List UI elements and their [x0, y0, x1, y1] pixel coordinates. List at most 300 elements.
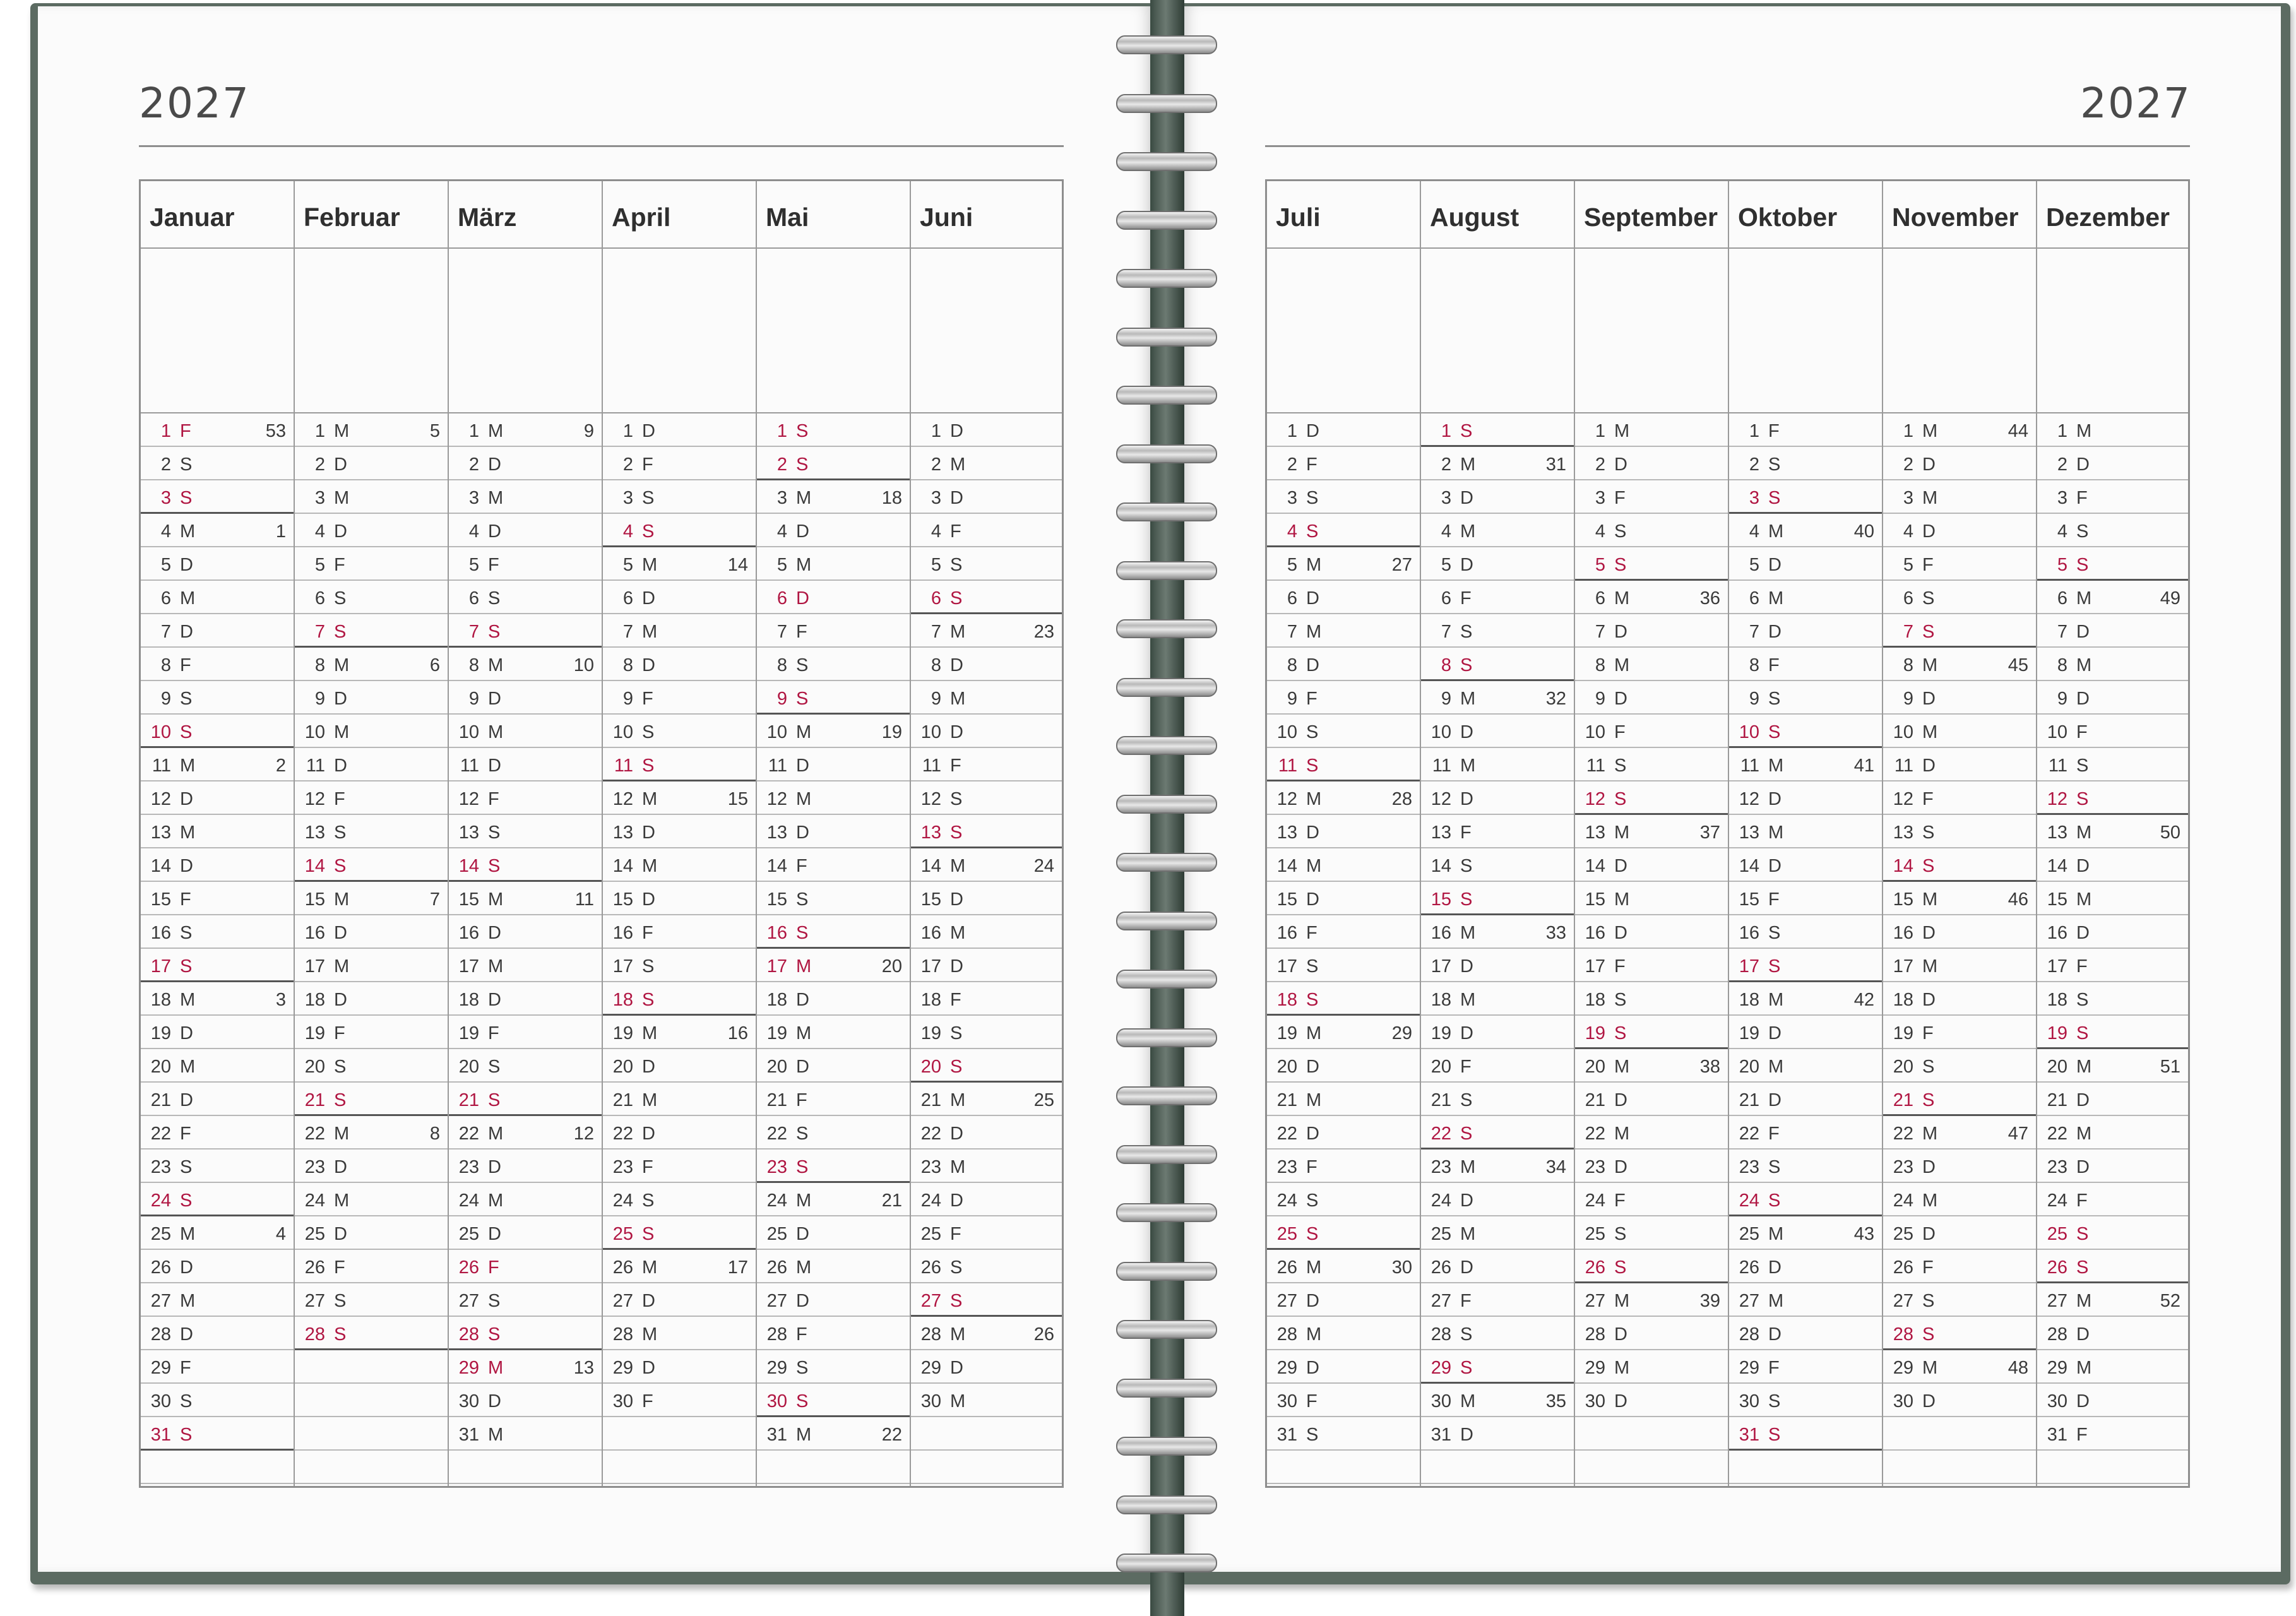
day-row — [449, 1150, 602, 1183]
day-row — [1267, 1016, 1420, 1049]
day-row — [1883, 1116, 2036, 1150]
day-row — [911, 748, 1062, 781]
weekday-letter: S — [488, 1324, 501, 1345]
day-number: 10 — [1276, 722, 1297, 742]
day-row — [141, 1150, 294, 1183]
month-column — [603, 181, 757, 1486]
day-number: 23 — [1276, 1157, 1297, 1177]
day-row — [449, 1183, 602, 1216]
weekday-letter: S — [796, 1157, 809, 1177]
week-number: 33 — [1545, 923, 1566, 943]
weekday-letter: F — [180, 1358, 191, 1378]
day-row — [1267, 1384, 1420, 1417]
empty-row — [1729, 1451, 1882, 1484]
day-row — [1421, 848, 1574, 882]
weekday-letter: M — [488, 488, 504, 508]
day-number: 9 — [1441, 689, 1451, 709]
day-number: 9 — [314, 689, 325, 709]
weekday-letter: M — [180, 1057, 196, 1077]
week-number: 15 — [727, 789, 748, 809]
weekday-letter: S — [642, 1191, 655, 1211]
weekday-letter: S — [334, 1057, 347, 1077]
day-number: 25 — [1739, 1224, 1759, 1244]
day-row — [1575, 715, 1728, 748]
weekday-letter: S — [1460, 421, 1473, 441]
month-column — [1883, 181, 2037, 1486]
weekday-letter: S — [334, 856, 347, 876]
day-row — [1421, 547, 1574, 581]
day-number: 15 — [612, 889, 633, 910]
day-row — [1575, 1250, 1728, 1283]
day-row — [757, 1317, 910, 1350]
weekday-letter: F — [1460, 588, 1472, 609]
day-row — [1575, 1350, 1728, 1384]
weekday-letter: M — [1614, 889, 1630, 910]
day-row — [141, 1216, 294, 1250]
day-number: 11 — [614, 756, 633, 776]
day-row — [1267, 614, 1420, 648]
day-number: 13 — [2047, 823, 2067, 843]
day-row — [911, 447, 1062, 480]
weekday-letter: F — [180, 655, 191, 675]
day-row — [757, 581, 910, 614]
day-row — [911, 882, 1062, 915]
week-number: 16 — [727, 1023, 748, 1043]
day-number: 2 — [931, 454, 941, 475]
weekday-letter: D — [2076, 1391, 2090, 1411]
weekday-letter: M — [642, 1257, 658, 1278]
day-number: 26 — [304, 1257, 325, 1278]
weekday-letter: F — [488, 1023, 499, 1043]
day-number: 24 — [150, 1191, 171, 1211]
day-row — [1575, 949, 1728, 982]
weekday-letter: S — [642, 1224, 655, 1244]
day-number: 27 — [1893, 1291, 1913, 1311]
day-number: 18 — [766, 990, 787, 1010]
day-row — [1883, 715, 2036, 748]
weekday-letter: D — [796, 1291, 809, 1311]
weekday-letter: M — [488, 889, 504, 910]
day-number: 24 — [766, 1191, 787, 1211]
day-row — [295, 915, 448, 949]
day-row — [603, 848, 756, 882]
weekday-letter: D — [950, 1191, 963, 1211]
week-number: 50 — [2160, 823, 2180, 843]
week-number: 44 — [2008, 421, 2028, 441]
day-row — [1883, 915, 2036, 949]
weekday-letter: D — [334, 521, 347, 542]
day-number: 5 — [2057, 555, 2067, 575]
empty-row — [603, 1451, 756, 1484]
weekday-letter: S — [1768, 1157, 1781, 1177]
weekday-letter: S — [1460, 622, 1473, 642]
spiral-coil — [1116, 912, 1217, 930]
day-number: 26 — [2047, 1257, 2067, 1278]
day-number: 12 — [2047, 789, 2067, 809]
day-row — [1575, 648, 1728, 681]
day-number: 21 — [2047, 1090, 2067, 1110]
week-number: 52 — [2160, 1291, 2180, 1311]
day-number: 8 — [314, 655, 325, 675]
day-number: 29 — [1893, 1358, 1913, 1378]
month-column — [449, 181, 603, 1486]
day-row — [1575, 815, 1728, 848]
week-number: 10 — [573, 655, 594, 675]
weekday-letter: M — [180, 756, 196, 776]
day-number: 27 — [304, 1291, 325, 1311]
day-number: 3 — [622, 488, 633, 508]
day-row — [1421, 1417, 1574, 1451]
day-row — [1729, 1183, 1882, 1216]
day-row — [2037, 1417, 2188, 1451]
day-number: 20 — [920, 1057, 941, 1077]
day-number: 6 — [1441, 588, 1451, 609]
weekday-letter: F — [796, 856, 807, 876]
day-row — [1883, 1016, 2036, 1049]
weekday-letter: D — [180, 1023, 193, 1043]
day-row — [141, 781, 294, 815]
month-column — [911, 181, 1062, 1486]
weekday-letter: S — [2076, 1023, 2089, 1043]
day-row — [757, 1350, 910, 1384]
day-row — [757, 882, 910, 915]
weekday-letter: D — [488, 689, 501, 709]
day-row — [141, 514, 294, 547]
weekday-letter: D — [1922, 689, 1936, 709]
weekday-letter: M — [1922, 655, 1938, 675]
weekday-letter: S — [1614, 555, 1627, 575]
day-row — [295, 715, 448, 748]
day-number: 3 — [1595, 488, 1605, 508]
day-row — [911, 781, 1062, 815]
weekday-letter: M — [1614, 1291, 1630, 1311]
day-row — [295, 648, 448, 681]
day-row — [141, 1384, 294, 1417]
weekday-letter: S — [180, 1191, 193, 1211]
day-number: 22 — [304, 1124, 325, 1144]
day-number: 19 — [920, 1023, 941, 1043]
day-row — [1729, 982, 1882, 1016]
week-number: 45 — [2008, 655, 2028, 675]
day-row — [1729, 1216, 1882, 1250]
day-number: 8 — [1441, 655, 1451, 675]
weekday-letter: M — [2076, 1358, 2092, 1378]
day-number: 24 — [2047, 1191, 2067, 1211]
weekday-letter: D — [488, 521, 501, 542]
weekday-letter: D — [642, 889, 655, 910]
day-number: 15 — [920, 889, 941, 910]
calendar-grid-first-half — [139, 179, 1064, 1488]
week-number: 53 — [265, 421, 286, 441]
weekday-letter: S — [1768, 1391, 1781, 1411]
day-number: 18 — [2047, 990, 2067, 1010]
weekday-letter: M — [488, 722, 504, 742]
day-number: 3 — [1749, 488, 1759, 508]
day-row — [757, 547, 910, 581]
day-row — [141, 815, 294, 848]
day-number: 26 — [1431, 1257, 1451, 1278]
weekday-letter: S — [796, 1391, 809, 1411]
weekday-letter: M — [334, 722, 350, 742]
day-row — [911, 681, 1062, 715]
weekday-letter: F — [642, 689, 653, 709]
month-notes-area — [141, 249, 294, 413]
day-number: 16 — [766, 923, 787, 943]
day-number: 1 — [468, 421, 479, 441]
weekday-letter: S — [950, 1057, 963, 1077]
weekday-letter: S — [1306, 1425, 1319, 1445]
day-row — [1421, 480, 1574, 514]
week-number: 3 — [275, 990, 286, 1010]
weekday-letter: S — [796, 1358, 809, 1378]
week-number: 13 — [573, 1358, 594, 1378]
day-number: 6 — [931, 588, 941, 609]
day-number: 24 — [920, 1191, 941, 1211]
weekday-letter: D — [1306, 1358, 1319, 1378]
day-number: 5 — [1749, 555, 1759, 575]
day-number: 23 — [766, 1157, 787, 1177]
weekday-letter: S — [1614, 521, 1627, 542]
day-row — [449, 413, 602, 447]
day-number: 22 — [1585, 1124, 1605, 1144]
day-number: 30 — [1431, 1391, 1451, 1411]
day-row — [449, 648, 602, 681]
day-row — [2037, 1283, 2188, 1317]
weekday-letter: D — [950, 1358, 963, 1378]
day-number: 27 — [920, 1291, 941, 1311]
weekday-letter: M — [642, 1324, 658, 1345]
day-row — [1575, 882, 1728, 915]
weekday-letter: F — [2076, 488, 2088, 508]
week-number: 43 — [1853, 1224, 1874, 1244]
month-notes-area — [603, 249, 756, 413]
week-number: 12 — [573, 1124, 594, 1144]
day-row — [1575, 1049, 1728, 1083]
day-number: 12 — [458, 789, 479, 809]
month-name: April — [603, 181, 756, 249]
weekday-letter: S — [488, 622, 501, 642]
day-number: 23 — [1739, 1157, 1759, 1177]
day-number: 2 — [2057, 454, 2067, 475]
spiral-coil — [1116, 1203, 1217, 1222]
day-row — [1421, 1016, 1574, 1049]
day-row — [1421, 1150, 1574, 1183]
day-number: 3 — [314, 488, 325, 508]
weekday-letter: M — [488, 1124, 504, 1144]
day-number: 10 — [920, 722, 941, 742]
day-row — [757, 915, 910, 949]
weekday-letter: M — [1460, 1391, 1476, 1411]
weekday-letter: S — [1306, 956, 1319, 977]
day-row — [2037, 748, 2188, 781]
week-number: 1 — [275, 521, 286, 542]
weekday-letter: F — [1614, 1191, 1626, 1211]
weekday-letter: D — [2076, 1157, 2090, 1177]
day-row — [141, 1417, 294, 1451]
day-number: 3 — [2057, 488, 2067, 508]
weekday-letter: F — [2076, 956, 2088, 977]
day-row — [1883, 1183, 2036, 1216]
day-row — [1575, 1183, 1728, 1216]
weekday-letter: F — [796, 1324, 807, 1345]
day-row — [603, 748, 756, 781]
week-number: 23 — [1033, 622, 1054, 642]
day-row — [911, 648, 1062, 681]
day-row — [911, 1116, 1062, 1150]
day-number: 8 — [1903, 655, 1913, 675]
weekday-letter: D — [1768, 555, 1781, 575]
day-row — [141, 1250, 294, 1283]
day-row — [1267, 1083, 1420, 1116]
day-row — [141, 982, 294, 1016]
weekday-letter: D — [1922, 1157, 1936, 1177]
day-number: 11 — [460, 756, 479, 776]
day-row — [603, 681, 756, 715]
day-row — [1421, 681, 1574, 715]
spiral-coil — [1116, 1495, 1217, 1514]
weekday-letter: S — [1922, 588, 1935, 609]
weekday-letter: D — [334, 1157, 347, 1177]
day-number: 10 — [304, 722, 325, 742]
day-number: 27 — [1739, 1291, 1759, 1311]
week-number: 18 — [881, 488, 902, 508]
weekday-letter: S — [1614, 1023, 1627, 1043]
day-row — [1883, 681, 2036, 715]
weekday-letter: S — [1460, 1324, 1473, 1345]
weekday-letter: D — [488, 454, 501, 475]
day-number: 5 — [1287, 555, 1297, 575]
day-number: 22 — [1739, 1124, 1759, 1144]
weekday-letter: M — [1614, 1358, 1630, 1378]
day-number: 3 — [776, 488, 787, 508]
day-number: 1 — [622, 421, 633, 441]
day-row — [141, 748, 294, 781]
day-number: 19 — [458, 1023, 479, 1043]
day-number: 21 — [150, 1090, 171, 1110]
weekday-letter: M — [488, 956, 504, 977]
day-number: 1 — [314, 421, 325, 441]
day-row — [1883, 1083, 2036, 1116]
day-row — [1575, 982, 1728, 1016]
weekday-letter: M — [950, 923, 966, 943]
weekday-letter: S — [1922, 1291, 1935, 1311]
weekday-letter: D — [334, 454, 347, 475]
weekday-letter: S — [950, 555, 963, 575]
day-number: 11 — [152, 756, 171, 776]
day-number: 17 — [2047, 956, 2067, 977]
empty-row — [449, 1451, 602, 1484]
weekday-letter: D — [1922, 1391, 1936, 1411]
weekday-letter: M — [796, 1257, 812, 1278]
weekday-letter: D — [180, 1324, 193, 1345]
day-number: 7 — [1595, 622, 1605, 642]
day-row — [449, 815, 602, 848]
weekday-letter: F — [334, 1023, 345, 1043]
day-number: 15 — [458, 889, 479, 910]
day-row — [911, 581, 1062, 614]
weekday-letter: M — [1306, 789, 1322, 809]
day-number: 6 — [2057, 588, 2067, 609]
weekday-letter: F — [796, 1090, 807, 1110]
spiral-coil — [1116, 1379, 1217, 1398]
day-number: 17 — [150, 956, 171, 977]
day-row — [1267, 748, 1420, 781]
day-row — [141, 480, 294, 514]
day-row — [141, 949, 294, 982]
weekday-letter: M — [180, 521, 196, 542]
day-number: 11 — [2048, 756, 2067, 776]
week-number: 17 — [727, 1257, 748, 1278]
day-number: 29 — [920, 1358, 941, 1378]
weekday-letter: D — [1306, 889, 1319, 910]
day-row — [1729, 949, 1882, 982]
day-number: 23 — [150, 1157, 171, 1177]
day-number: 22 — [612, 1124, 633, 1144]
day-row — [1883, 1350, 2036, 1384]
day-row — [2037, 1183, 2188, 1216]
day-row — [141, 1049, 294, 1083]
weekday-letter: S — [1306, 488, 1319, 508]
day-number: 30 — [2047, 1391, 2067, 1411]
day-row — [1729, 748, 1882, 781]
day-row — [911, 1250, 1062, 1283]
spiral-coil — [1116, 970, 1217, 989]
day-number: 24 — [1739, 1191, 1759, 1211]
day-row — [603, 648, 756, 681]
day-row — [1729, 815, 1882, 848]
weekday-letter: D — [796, 521, 809, 542]
day-row — [1421, 715, 1574, 748]
weekday-letter: D — [950, 956, 963, 977]
day-row — [603, 1350, 756, 1384]
weekday-letter: M — [1922, 421, 1938, 441]
weekday-letter: D — [1306, 588, 1319, 609]
day-number: 27 — [1585, 1291, 1605, 1311]
weekday-letter: S — [1460, 1124, 1473, 1144]
day-row — [295, 1283, 448, 1317]
day-number: 24 — [1276, 1191, 1297, 1211]
weekday-letter: F — [2076, 1191, 2088, 1211]
day-row — [1729, 1350, 1882, 1384]
weekday-letter: D — [1614, 1157, 1627, 1177]
day-row — [1267, 1150, 1420, 1183]
day-number: 20 — [1739, 1057, 1759, 1077]
day-row — [911, 514, 1062, 547]
spiral-coil — [1116, 211, 1217, 230]
weekday-letter: S — [1460, 889, 1473, 910]
day-row — [603, 1283, 756, 1317]
day-number: 9 — [622, 689, 633, 709]
spiral-coil — [1116, 94, 1217, 113]
weekday-letter: M — [642, 1023, 658, 1043]
week-number: 26 — [1033, 1324, 1054, 1345]
spiral-coil — [1116, 561, 1217, 580]
day-row — [1421, 1049, 1574, 1083]
day-row — [449, 848, 602, 882]
day-number: 20 — [2047, 1057, 2067, 1077]
day-row — [2037, 949, 2188, 982]
weekday-letter: M — [642, 555, 658, 575]
day-row — [603, 1216, 756, 1250]
day-number: 5 — [931, 555, 941, 575]
weekday-letter: M — [1768, 990, 1784, 1010]
day-row — [141, 1317, 294, 1350]
day-row — [2037, 1384, 2188, 1417]
weekday-letter: S — [180, 689, 193, 709]
empty-row — [1883, 1451, 2036, 1484]
weekday-letter: M — [642, 789, 658, 809]
weekday-letter: M — [950, 622, 966, 642]
